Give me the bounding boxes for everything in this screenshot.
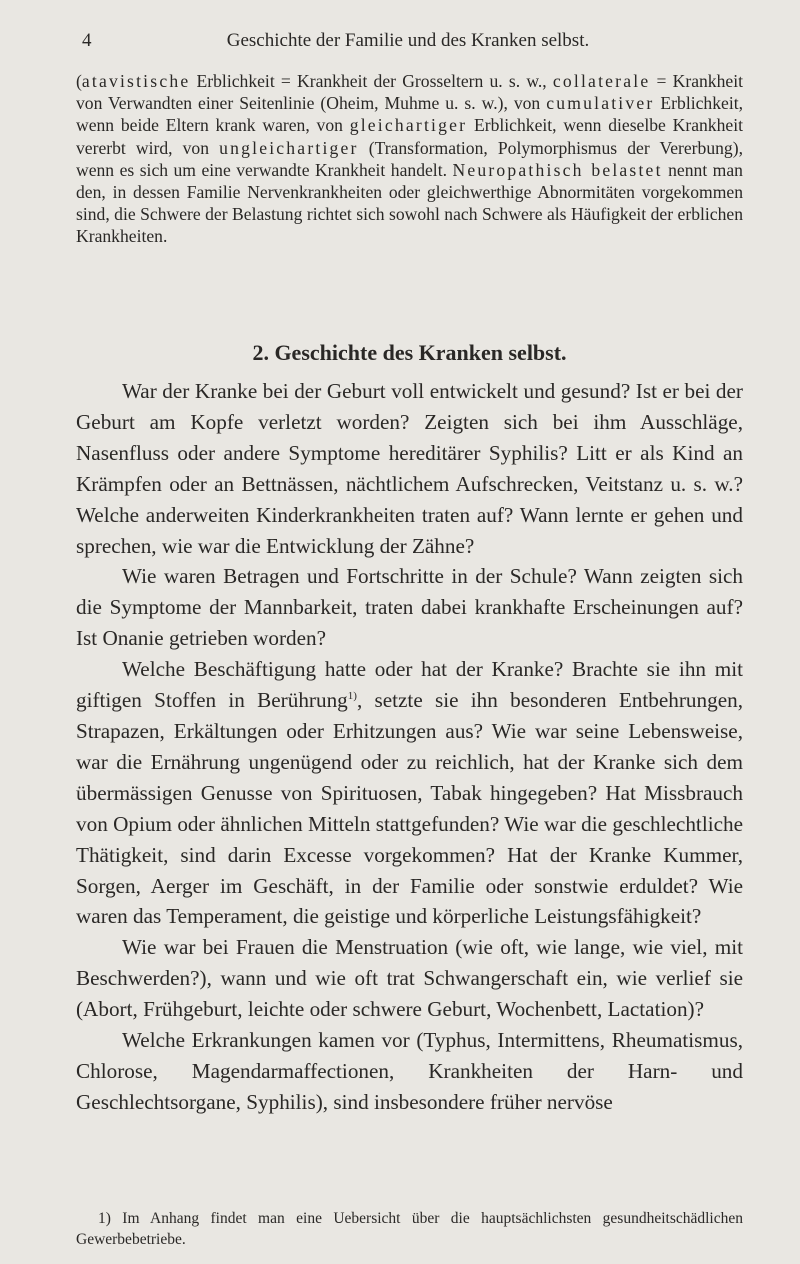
term-collaterale: collaterale xyxy=(552,71,651,91)
term-ungleichartiger: ungleichartiger xyxy=(219,137,359,158)
term-cumulativer: cumulativer xyxy=(546,93,655,114)
paragraph-birth-childhood: War der Kranke bei der Geburt voll entwickelt und gesund? Ist er bei der Geburt am Kopfe verletzt worden? Zeigten sich bei ihm Ausschläge, Nasenfluss oder andere Symptome hereditärer Syphilis? Litt er als Kind an Krämpfen oder an Bettnässen, nächtlichem Aufschrecken, Veitstanz u. s. w.? Welche anderweiten Kinderkrankheiten traten auf? Wann lernte er gehen und sprechen, wie war die Entwicklung der Zähne? xyxy=(76,379,743,558)
intro-text-segment: (Transformation, Polymorphismus der Vererbung), wenn es sich um eine verwandte Krankheit handelt. xyxy=(76,137,743,180)
intro-text-segment: ( xyxy=(76,71,82,91)
page-number: 4 xyxy=(82,30,92,51)
intro-text-segment: nennt man den, in dessen Familie Nervenkrankheiten oder gleichwerthige Abnormitäten vorgekommen sind, die Schwere der Belastung richtet sich sowohl nach Schwere als Häufigkeit der erblichen Krankheiten. xyxy=(76,159,743,247)
term-neuropathisch-belastet: Neuropathisch belastet xyxy=(452,159,663,180)
term-atavistische: atavistische xyxy=(81,71,191,91)
paragraph-women: Wie war bei Frauen die Menstruation (wie oft, wie lange, wie viel, mit Beschwerden?), wann und wie oft trat Schwangerschaft ein, wie verlief sie (Abort, Frühgeburt, leichte oder schwere Geburt, Wochenbett, Lactation)? xyxy=(76,935,743,1022)
paragraph-text-segment: , setzte sie ihn besonderen Entbehrungen, Strapazen, Erkältungen oder Erhitzungen aus? Wie war seine Lebensweise, war die Ernährung ungenügend oder zu reichlich, hat der Kranke sich dem übermässigen Genusse von Spirituosen, Tabak hingegeben? Hat Missbrauch von Opium oder ähnlichen Mitteln stattgefunden? Wie war die geschlechtliche Thätigkeit, sind darin Excesse vorgekommen? Hat der Kranke Kummer, Sorgen, Aerger im Geschäft, in der Familie oder sonstwie erduldet? Wie waren das Temperament, die geistige und körperliche Leistungsfähigkeit? xyxy=(76,688,743,929)
intro-text xyxy=(76,70,743,248)
intro-paragraph xyxy=(76,70,743,248)
main-text xyxy=(76,376,743,1118)
paragraph-school-puberty: Wie waren Betragen und Fortschritte in der Schule? Wann zeigten sich die Symptome der Mannbarkeit, traten dabei krankhafte Erscheinungen auf? Ist Onanie getrieben worden? xyxy=(76,564,743,651)
footnote xyxy=(76,1208,743,1250)
footnote-reference: 1) xyxy=(347,690,357,702)
running-title: Geschichte der Familie und des Kranken selbst. xyxy=(226,30,590,51)
footnote-text xyxy=(76,1208,743,1250)
paragraph-illnesses: Welche Erkrankungen kamen vor (Typhus, Intermittens, Rheumatismus, Chlorose, Magendarmaffectionen, Krankheiten der Harn- und Geschlechtsorgane, Syphilis), sind insbesondere früher nervöse xyxy=(76,1028,743,1114)
intro-text-segment: = Krankheit von Verwandten einer Seitenlinie (Oheim, Muhme u. s. w.), von xyxy=(76,71,743,114)
section-heading: 2. Geschichte des Kranken selbst. xyxy=(252,340,567,365)
intro-text-segment: Erblichkeit = Krankheit der Grosseltern u. s. w., xyxy=(190,71,553,91)
footnote-body: Im Anhang findet man eine Uebersicht über die hauptsächlichsten gesundheitschädlichen Gewerbebetriebe. xyxy=(76,1210,743,1248)
page-header xyxy=(76,30,740,54)
paragraph-text-segment: Welche Beschäftigung hatte oder hat der Kranke? Brachte sie ihn mit giftigen Stoffen in Berührung xyxy=(76,657,743,713)
intro-text-segment: Erblichkeit, wenn dieselbe Krankheit vererbt wird, von xyxy=(76,115,743,158)
footnote-mark: 1) xyxy=(98,1210,111,1227)
term-gleichartiger: gleichartiger xyxy=(349,115,468,136)
intro-text-segment: Erblichkeit, wenn beide Eltern krank waren, von xyxy=(76,93,743,136)
paragraph-occupation-lifestyle xyxy=(76,654,743,932)
